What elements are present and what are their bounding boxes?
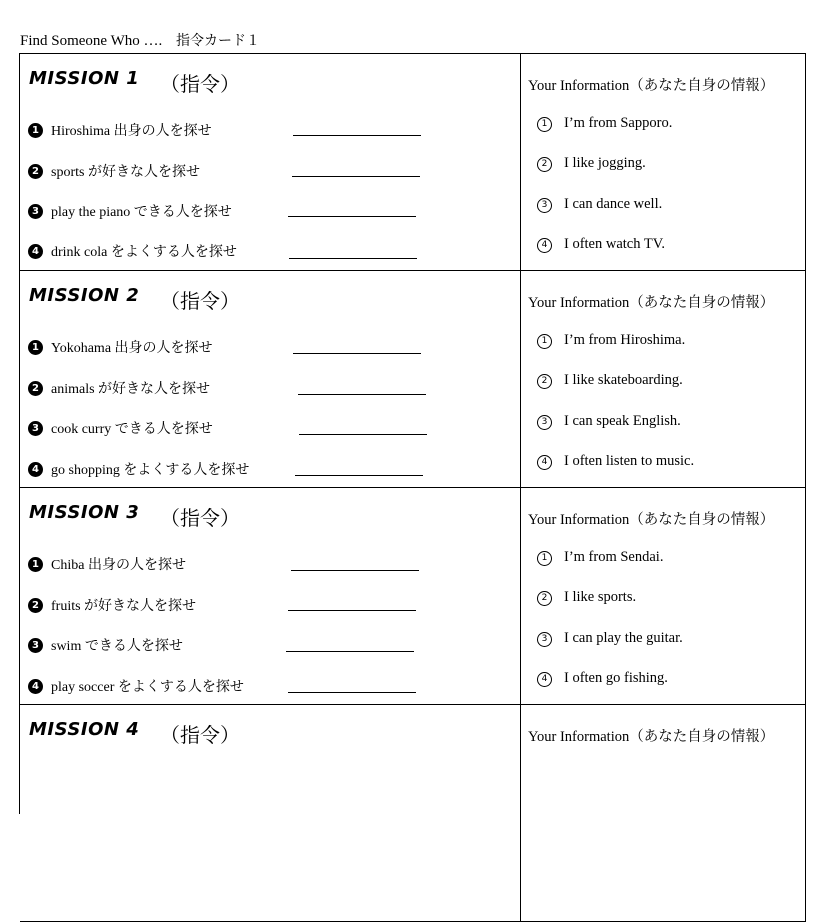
answer-line[interactable]	[293, 352, 421, 354]
circled-number: 4	[537, 672, 552, 687]
number-bullet: 2	[28, 164, 43, 179]
circled-number: 4	[537, 238, 552, 253]
mission-item-text: Hiroshima 出身の人を探せ	[51, 124, 212, 139]
number-bullet: 4	[28, 679, 43, 694]
mission-item-text: animals が好きな人を探せ	[51, 382, 211, 397]
answer-line[interactable]	[299, 433, 427, 435]
info-item	[537, 372, 683, 390]
info-item-text: I like jogging.	[564, 155, 646, 171]
number-bullet: 1	[28, 557, 43, 572]
mission-row-3	[20, 488, 806, 705]
info-cell	[520, 271, 806, 487]
mission-item	[28, 161, 200, 181]
info-item-text: I like skateboarding.	[564, 372, 683, 388]
mission-item	[28, 676, 244, 696]
mission-item-text: fruits が好きな人を探せ	[51, 599, 197, 614]
info-item	[537, 115, 672, 133]
mission-row-2	[20, 271, 806, 488]
circled-number: 2	[537, 591, 552, 606]
mission-item-text: go shopping をよくする人を探せ	[51, 463, 250, 478]
mission-item-text: cook curry できる人を探せ	[51, 422, 213, 437]
mission-row-4	[20, 705, 806, 922]
number-bullet: 3	[28, 638, 43, 653]
answer-line[interactable]	[293, 134, 421, 136]
worksheet-title: Find Someone Who ….	[20, 33, 163, 49]
mission-item-text: drink cola をよくする人を探せ	[51, 245, 237, 260]
card-label: 指令カード１	[175, 33, 260, 49]
answer-line[interactable]	[288, 609, 416, 611]
mission-table	[19, 53, 806, 814]
info-item-text: I can speak English.	[564, 413, 681, 429]
number-bullet: 2	[28, 381, 43, 396]
mission-item-text: play soccer をよくする人を探せ	[51, 680, 244, 695]
info-item	[537, 589, 636, 607]
info-item-text: I can dance well.	[564, 196, 663, 212]
info-item	[537, 549, 663, 567]
answer-line[interactable]	[292, 175, 420, 177]
mission-item	[28, 201, 232, 221]
circled-number: 2	[537, 157, 552, 172]
number-bullet: 2	[28, 598, 43, 613]
number-bullet: 3	[28, 204, 43, 219]
mission-item	[28, 459, 249, 479]
mission-item	[28, 120, 212, 140]
info-item	[537, 236, 665, 254]
circled-number: 2	[537, 374, 552, 389]
info-item-text: I’m from Sendai.	[564, 549, 664, 565]
info-cell	[520, 488, 806, 704]
info-item	[537, 155, 646, 173]
info-heading: Your Information（あなた自身の情報）	[528, 512, 775, 528]
circled-number: 1	[537, 551, 552, 566]
answer-line[interactable]	[288, 691, 416, 693]
answer-line[interactable]	[286, 650, 414, 652]
info-item-text: I often go fishing.	[564, 670, 668, 686]
mission-cell	[20, 705, 521, 921]
mission-item	[28, 241, 237, 261]
mission-item	[28, 635, 183, 655]
mission-cell	[20, 488, 521, 704]
info-item-text: I often listen to music.	[564, 453, 695, 469]
mission-item	[28, 595, 196, 615]
info-item-text: I’m from Sapporo.	[564, 115, 673, 131]
mission-subtitle: （指令）	[160, 291, 240, 313]
answer-line[interactable]	[298, 393, 426, 395]
mission-item	[28, 418, 213, 438]
number-bullet: 3	[28, 421, 43, 436]
mission-cell	[20, 271, 521, 487]
info-heading: Your Information（あなた自身の情報）	[528, 729, 775, 745]
info-heading: Your Information（あなた自身の情報）	[528, 295, 775, 311]
mission-title: MISSION 3	[29, 502, 140, 523]
mission-item	[28, 554, 186, 574]
mission-subtitle: （指令）	[160, 725, 240, 747]
answer-line[interactable]	[295, 474, 423, 476]
circled-number: 4	[537, 455, 552, 470]
mission-item-text: Chiba 出身の人を探せ	[51, 558, 186, 573]
number-bullet: 4	[28, 462, 43, 477]
info-heading: Your Information（あなた自身の情報）	[528, 78, 775, 94]
worksheet-header	[20, 30, 260, 50]
mission-cell	[20, 54, 521, 270]
mission-item-text: sports が好きな人を探せ	[51, 165, 200, 180]
info-item-text: I’m from Hiroshima.	[564, 332, 686, 348]
mission-title: MISSION 2	[29, 285, 140, 306]
info-cell	[520, 54, 806, 270]
circled-number: 1	[537, 117, 552, 132]
mission-title: MISSION 4	[29, 719, 140, 740]
mission-item-text: play the piano できる人を探せ	[51, 205, 232, 220]
number-bullet: 1	[28, 123, 43, 138]
info-item-text: I can play the guitar.	[564, 630, 683, 646]
answer-line[interactable]	[289, 257, 417, 259]
mission-subtitle: （指令）	[160, 74, 240, 96]
number-bullet: 4	[28, 244, 43, 259]
circled-number: 1	[537, 334, 552, 349]
info-item	[537, 413, 681, 431]
answer-line[interactable]	[288, 215, 416, 217]
mission-title: MISSION 1	[29, 68, 140, 89]
circled-number: 3	[537, 632, 552, 647]
info-item	[537, 332, 685, 350]
mission-item-text: swim できる人を探せ	[51, 639, 183, 654]
info-item	[537, 670, 668, 688]
info-item	[537, 453, 694, 471]
circled-number: 3	[537, 415, 552, 430]
info-item-text: I like sports.	[564, 589, 637, 605]
info-cell	[520, 705, 806, 921]
mission-item-text: Yokohama 出身の人を探せ	[51, 341, 213, 356]
info-item	[537, 196, 662, 214]
mission-subtitle: （指令）	[160, 508, 240, 530]
info-item-text: I often watch TV.	[564, 236, 665, 252]
mission-item	[28, 378, 210, 398]
answer-line[interactable]	[291, 569, 419, 571]
mission-row-1	[20, 54, 806, 271]
number-bullet: 1	[28, 340, 43, 355]
mission-item	[28, 337, 213, 357]
info-item	[537, 630, 683, 648]
circled-number: 3	[537, 198, 552, 213]
